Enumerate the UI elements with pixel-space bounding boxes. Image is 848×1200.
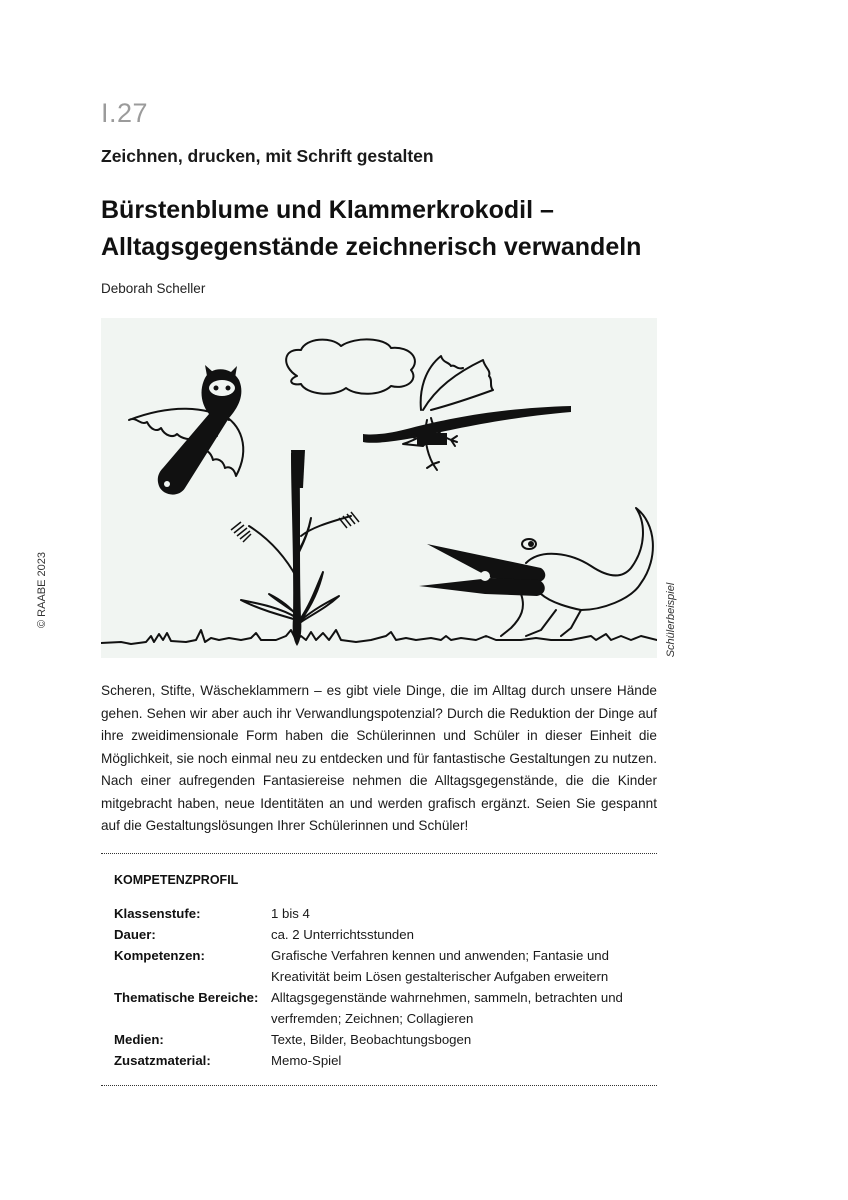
competence-profile-table [114, 903, 644, 1071]
competence-profile-heading: KOMPETENZPROFIL [114, 873, 239, 887]
profile-label: Medien: [114, 1032, 164, 1047]
copyright-notice: © RAABE 2023 [36, 552, 48, 628]
flower-brush-left [231, 522, 251, 542]
page-title [101, 192, 701, 266]
clothespin-spring [480, 571, 490, 581]
profile-value: ca. 2 Unterrichtsstunden [271, 927, 414, 942]
student-example-illustration [101, 318, 657, 658]
profile-row-topics [114, 987, 644, 1029]
profile-value: 1 bis 4 [271, 906, 310, 921]
crocodile-pupil [528, 541, 534, 547]
category-heading: Zeichnen, drucken, mit Schrift gestalten [101, 146, 434, 166]
profile-value: Alltagsgegenstände wahrnehmen, sammeln, betrachten und verfremden; Zeichnen; Collagieren [271, 990, 623, 1026]
clothespin-lower [419, 578, 545, 596]
divider-bottom [101, 1085, 657, 1086]
bat-eye-left [214, 386, 219, 391]
unit-number: I.27 [101, 98, 149, 128]
profile-label: Kompetenzen: [114, 948, 205, 963]
profile-row-grade [114, 903, 644, 924]
profile-label: Thematische Bereiche: [114, 990, 259, 1005]
profile-row-duration [114, 924, 644, 945]
grass-ground [101, 630, 657, 644]
flower-brush-right [339, 512, 359, 528]
bat-eye-right [226, 386, 231, 391]
divider-top [101, 853, 657, 854]
toothbrush-bird-bristles [417, 433, 447, 445]
bird-eye [412, 434, 417, 439]
illustration-caption: Schülerbeispiel [665, 582, 677, 658]
profile-label: Klassenstufe: [114, 906, 201, 921]
toothbrush-bird-handle [363, 406, 571, 443]
flower-leaf-1 [241, 600, 297, 620]
flower-branch-left [249, 526, 297, 578]
bottle-opener-hole [164, 481, 170, 487]
profile-value: Memo-Spiel [271, 1053, 342, 1068]
author: Deborah Scheller [101, 281, 206, 296]
bat-face-mask [209, 380, 235, 396]
profile-label: Zusatzmaterial: [114, 1053, 211, 1068]
intro-paragraph: Scheren, Stifte, Wäscheklammern – es gibt viele Dinge, die im Alltag durch unsere Hände gehen. Sehen wir aber auch ihr Verwandlungspotenzial? Durch die Reduktion der Dinge auf ihre zweidimensionale Form haben die Schülerinnen und Schüler in dieser Einheit die Möglichkeit, sie noch einmal neu zu entdecken und für fantastische Gestaltungen zu nutzen. Nach einer aufregenden Fantasiereise nehmen die Alltagsgegenstände, die die Kinder mitgebracht haben, neue Identitäten an und werden grafisch ergänzt. Seien Sie gespannt auf die Gestaltungslösungen Ihrer Schülerinnen und Schüler! [101, 683, 657, 833]
toothbrush-head [291, 450, 305, 488]
profile-row-extra-material [114, 1050, 644, 1071]
title-line-2: Alltagsgegenstände zeichnerisch verwandeln [101, 233, 642, 261]
profile-row-competences [114, 945, 644, 987]
illustration-drawing [101, 318, 657, 658]
profile-label: Dauer: [114, 927, 156, 942]
profile-row-media [114, 1029, 644, 1050]
cloud-drawing [286, 339, 415, 393]
title-line-1: Bürstenblume und Klammerkrokodil – [101, 196, 554, 224]
profile-value: Texte, Bilder, Beobachtungsbogen [271, 1032, 472, 1047]
profile-value: Grafische Verfahren kennen und anwenden; Fantasie und Kreativität beim Lösen gestalterischer Aufgaben erweitern [271, 948, 609, 984]
